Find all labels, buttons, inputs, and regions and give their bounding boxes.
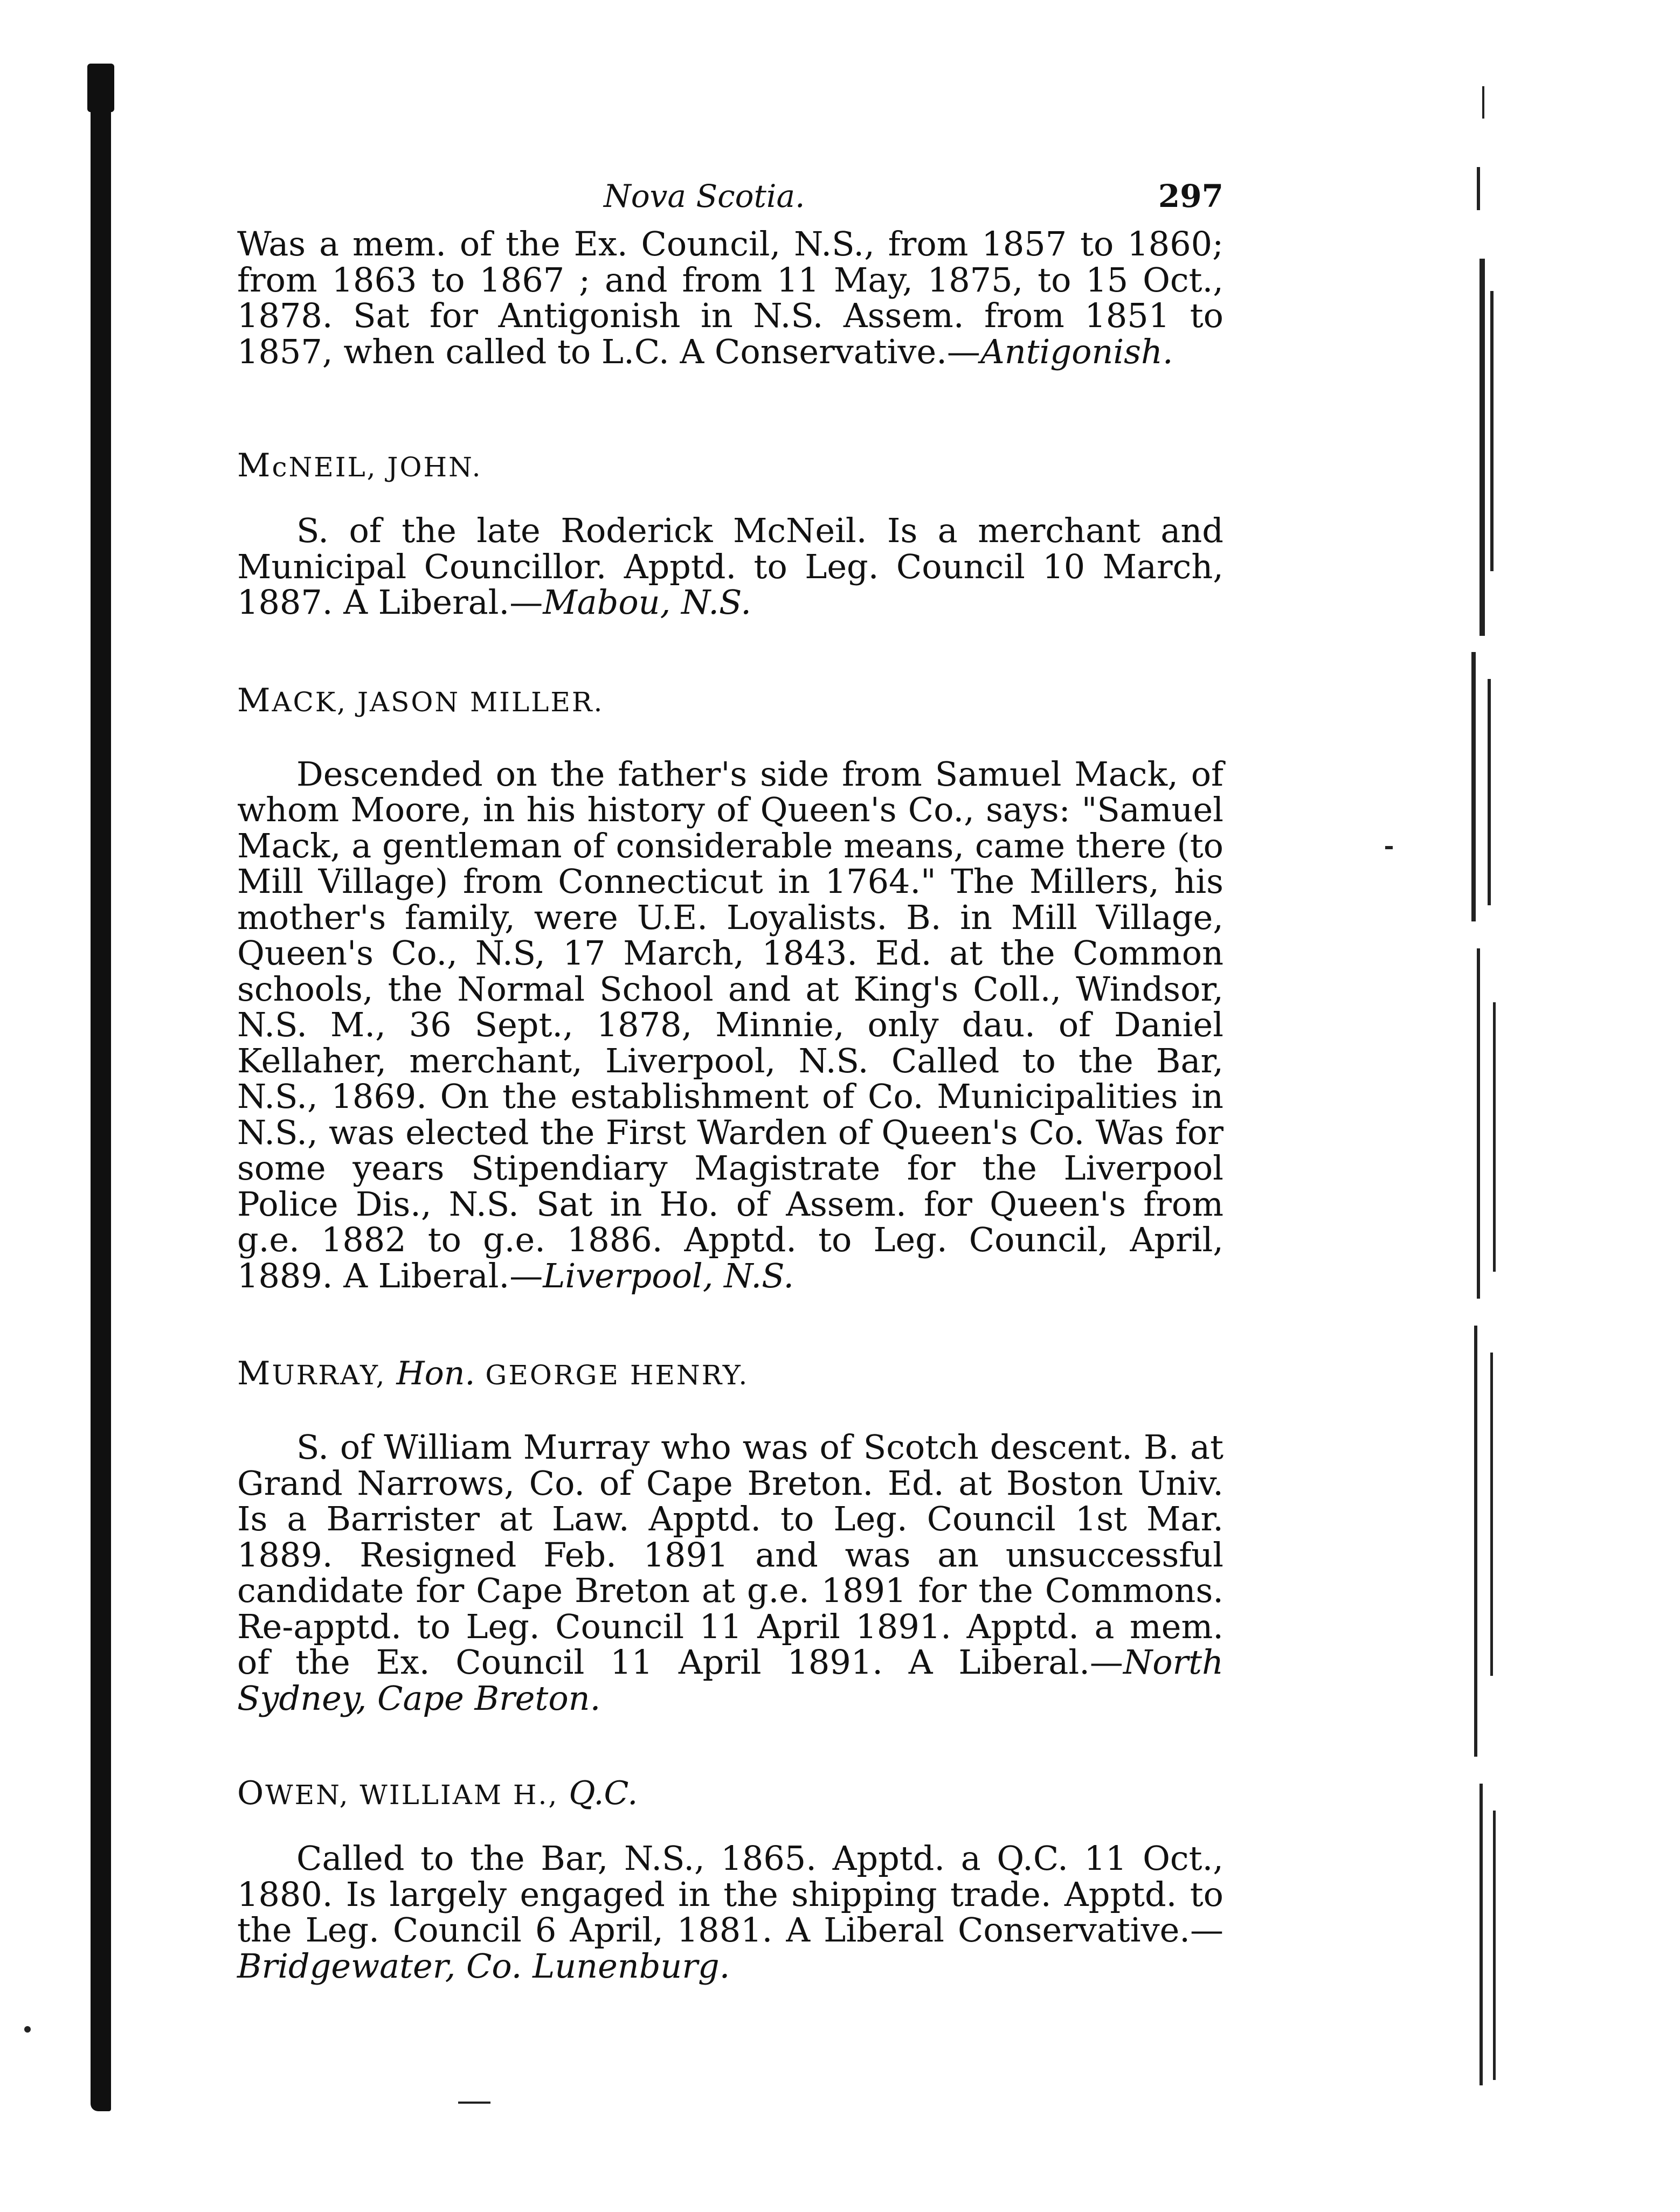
entry-residence: Bridgewater, Co. Lunenburg. [237, 1946, 730, 1986]
scan-speck [458, 2102, 490, 2104]
scan-speck [24, 2026, 31, 2033]
entry-residence: North Sydney, Cape Breton. [237, 1642, 1223, 1718]
entry-name-mack: MACK, JASON MILLER. [237, 681, 604, 719]
entry-honorific: Hon. [396, 1355, 475, 1392]
entry-qc-title: Q.C. [569, 1774, 638, 1812]
continuation-residence: Antigonish. [980, 331, 1173, 371]
entry-name-owen: OWEN, WILLIAM H., Q.C. [237, 1774, 638, 1812]
entry-text-mack: Descended on the father's side from Samuel Mack, of whom Moore, in his history of Queen's Co., says: "Samuel Mack, a gentleman of considerable means, came there (to Mill Village) from Connecticut in 1764." The Millers, his mother's family, were U.E. Loyalists. B. in Mill Village, Queen's Co., N.S, 17 March, 1843. Ed. at the Common schools, the Normal School and at King's Coll., Windsor, N.S. M., 36 Sept., 1878, Minnie, only dau. of Daniel Kellaher, merchant, Liverpool, N.S. Called to the Bar, N.S., 1869. On the establishment of Co. Municipalities in N.S., was elected the First Warden of Queen's Co. Was for some years Stipendiary Magistrate for the Liverpool Police Dis., N.S. Sat in Ho. of Assem. for Queen's from g.e. 1882 to g.e. 1886. Apptd. to Leg. Council, April, 1889. A Liberal.—Liverpool, N.S. [237, 754, 1223, 1295]
scan-edge-marks [1450, 86, 1498, 2107]
entry-name-mcneil: McNEIL, JOHN. [237, 447, 482, 484]
entry-text-owen: Called to the Bar, N.S., 1865. Apptd. a Q.C. 11 Oct., 1880. Is largely engaged in the shipping trade. Apptd. to the Leg. Council 6 April, 1881. A Liberal Conservative.—Bridgewater, Co. Lunenburg. [237, 1839, 1223, 1986]
binding-edge-shadow [91, 64, 111, 2111]
running-header [237, 178, 1223, 226]
entry-text-murray: S. of William Murray who was of Scotch descent. B. at Grand Narrows, Co. of Cape Breton. Ed. at Boston Univ. Is a Barrister at Law. Apptd. to Leg. Council 1st Mar. 1889. Resigned Feb. 1891 and was an unsuccessful candidate for Cape Breton at g.e. 1891 for the Commons. Re-apptd. to Leg. Council 11 April 1891. Apptd. a mem. of the Ex. Council 11 April 1891. A Liberal.—North Sydney, Cape Breton. [237, 1427, 1223, 1718]
scan-speck [1385, 846, 1393, 849]
continuation-paragraph [237, 226, 1223, 370]
running-title: Nova Scotia. [604, 178, 805, 214]
book-page [237, 178, 1223, 1984]
entry-residence: Mabou, N.S. [543, 583, 751, 622]
continuation-text: Was a mem. of the Ex. Council, N.S., from 1857 to 1860; from 1863 to 1867 ; and from 11 May, 1875, to 15 Oct., 1878. Sat for Antigonish in N.S. Assem. from 1851 to 1857, when called to L.C. A Conservative.— [237, 224, 1223, 371]
entry-residence: Liverpool, N.S. [543, 1256, 794, 1295]
entry-name-murray: MURRAY, Hon. GEORGE HENRY. [237, 1355, 749, 1392]
entry-text-mcneil: S. of the late Roderick McNeil. Is a merchant and Municipal Councillor. Apptd. to Leg. Council 10 March, 1887. A Liberal.—Mabou, N.S. [237, 511, 1223, 622]
page-number: 297 [1158, 178, 1223, 214]
